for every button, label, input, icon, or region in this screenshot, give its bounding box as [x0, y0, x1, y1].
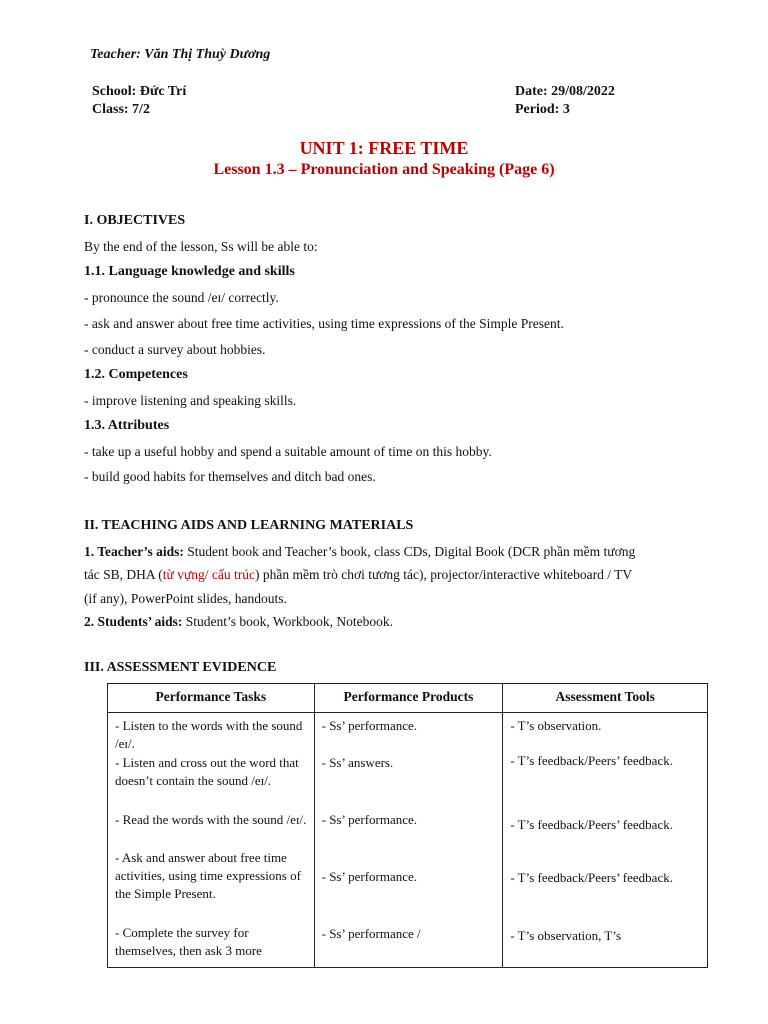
assessment-table: [107, 683, 708, 968]
teacher-aids-line-2: [84, 567, 632, 583]
task-item: - Read the words with the sound /eɪ/.: [115, 812, 307, 827]
objectives-heading: I. OBJECTIVES: [84, 213, 186, 228]
section-1-3-heading: 1.3. Attributes: [84, 418, 170, 433]
column-header: Performance Tasks: [108, 684, 315, 713]
tool-item: - T’s feedback/Peers’ feedback.: [510, 753, 673, 768]
column-header: Assessment Tools: [503, 684, 708, 713]
product-item: - Ss’ answers.: [321, 755, 394, 770]
teacher-name: Teacher: Văn Thị Thuỳ Dương: [90, 47, 271, 62]
objective-item: - ask and answer about free time activities, using time expressions of the Simple Present.: [84, 316, 564, 331]
tool-item: - T’s feedback/Peers’ feedback.: [510, 817, 673, 832]
teacher-aids-text: tác SB, DHA (: [84, 567, 163, 582]
school-label: School: Đức Trí: [92, 84, 187, 99]
assessment-heading: III. ASSESSMENT EVIDENCE: [84, 660, 277, 675]
tool-item: - T’s observation.: [510, 718, 602, 733]
teacher-aids-highlight: từ vựng/ cấu trúc: [162, 567, 255, 582]
teacher-aids-text: Student book and Teacher’s book, class CDs, Digital Book (DCR phần mềm tương: [183, 544, 636, 559]
objectives-intro: By the end of the lesson, Ss will be able to:: [84, 239, 318, 254]
tool-item: - T’s feedback/Peers’ feedback.: [510, 870, 673, 885]
aids-heading: II. TEACHING AIDS AND LEARNING MATERIALS: [84, 518, 414, 533]
task-item: - Listen to the words with the sound /eɪ/.: [115, 718, 303, 751]
tools-cell: [503, 713, 708, 968]
teacher-aids-label: 1. Teacher’s aids:: [84, 544, 184, 559]
objective-item: - conduct a survey about hobbies.: [84, 342, 266, 357]
table-row: [108, 713, 708, 968]
product-item: - Ss’ performance /: [321, 926, 421, 941]
students-aids-text: Student’s book, Workbook, Notebook.: [182, 614, 393, 629]
lesson-title: Lesson 1.3 – Pronunciation and Speaking (Page 6): [213, 161, 555, 178]
section-1-2-heading: 1.2. Competences: [84, 367, 188, 382]
students-aids-label: 2. Students’ aids:: [84, 614, 183, 629]
attribute-item: - take up a useful hobby and spend a suitable amount of time on this hobby.: [84, 444, 492, 459]
column-header: Performance Products: [314, 684, 503, 713]
tool-item: - T’s observation, T’s: [510, 928, 622, 943]
tasks-cell: [108, 713, 315, 968]
product-item: - Ss’ performance.: [321, 812, 418, 827]
task-item: - Listen and cross out the word that doesn’t contain the sound /eɪ/.: [115, 755, 299, 788]
date-label: Date: 29/08/2022: [515, 84, 615, 99]
product-item: - Ss’ performance.: [321, 869, 418, 884]
objective-item: - pronounce the sound /eɪ/ correctly.: [84, 290, 279, 305]
teacher-aids-line-3: (if any), PowerPoint slides, handouts.: [84, 591, 287, 606]
task-item: - Ask and answer about free time activities, using time expressions of the Simple Present.: [115, 850, 301, 901]
products-cell: [314, 713, 503, 968]
table-header-row: [108, 684, 708, 713]
section-1-1-heading: 1.1. Language knowledge and skills: [84, 264, 295, 279]
students-aids-line: [84, 614, 393, 630]
class-label: Class: 7/2: [92, 102, 150, 117]
teacher-aids-line: [84, 544, 635, 560]
attribute-item: - build good habits for themselves and ditch bad ones.: [84, 469, 376, 484]
product-item: - Ss’ performance.: [321, 718, 418, 733]
competence-item: - improve listening and speaking skills.: [84, 393, 297, 408]
unit-title: UNIT 1: FREE TIME: [299, 138, 469, 158]
teacher-aids-text: ) phần mềm trò chơi tương tác), projector/interactive whiteboard / TV: [254, 567, 633, 582]
period-label: Period: 3: [515, 102, 570, 117]
task-item: - Complete the survey for themselves, then ask 3 more: [115, 925, 262, 958]
